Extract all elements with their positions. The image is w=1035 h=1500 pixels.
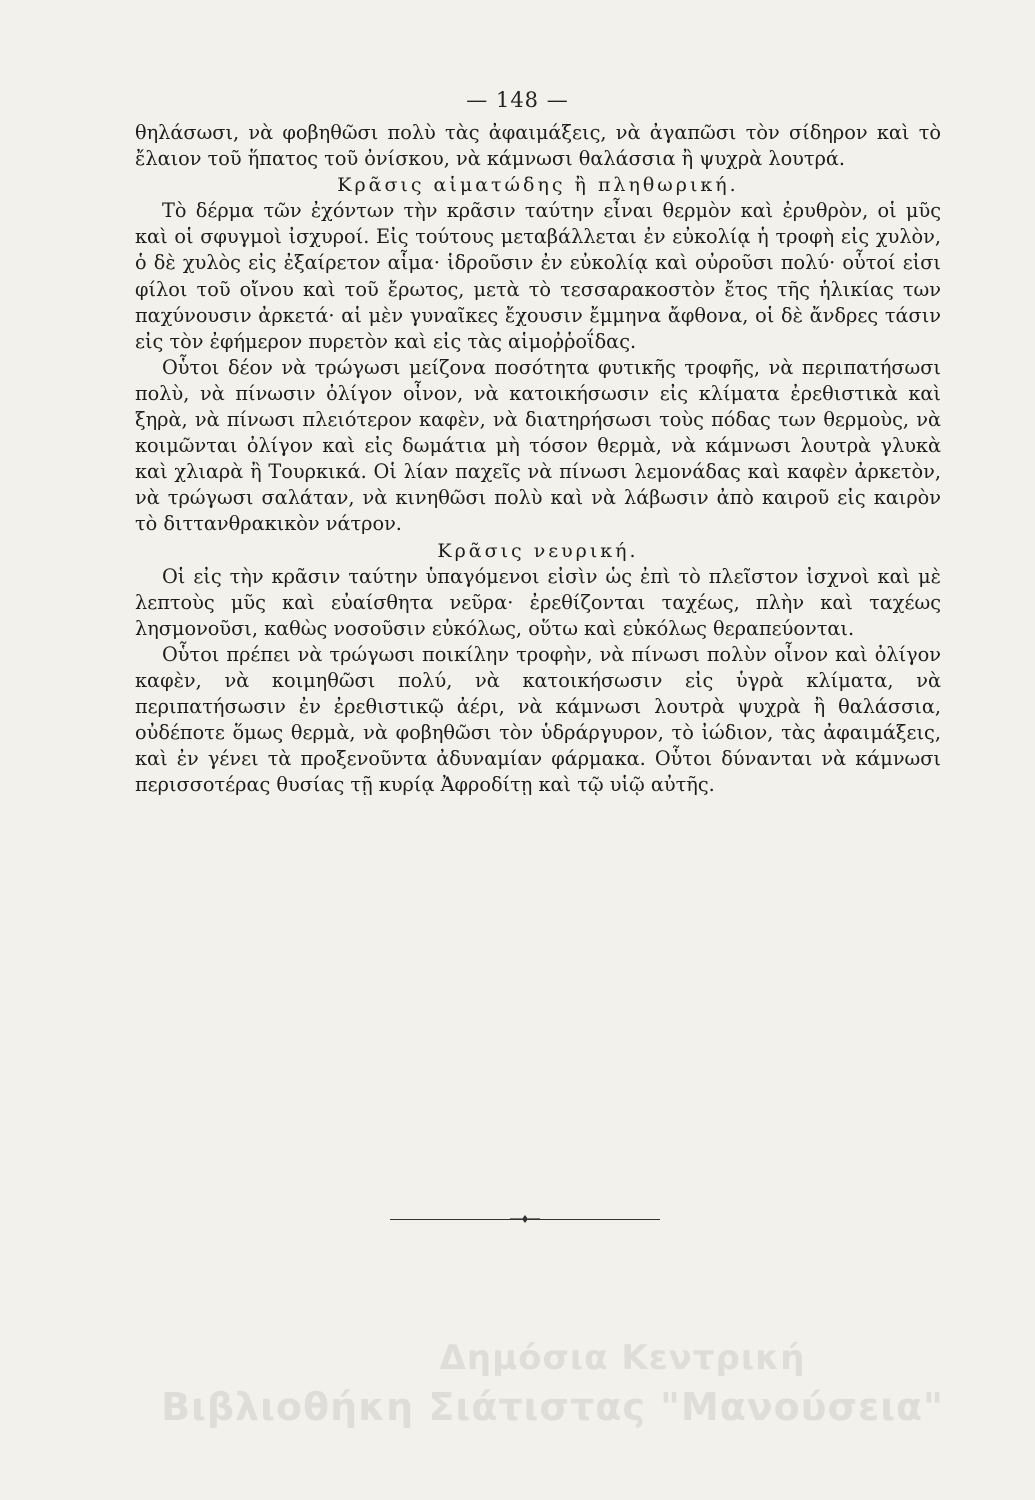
section-heading-nervous: Κρᾶσις νευρική. (437, 539, 639, 562)
page-number: — 148 — (466, 88, 569, 112)
paragraph-sanguine-advice: Οὗτοι δέον νὰ τρώγωσι μείζονα ποσότητα φυτικῆς τροφῆς, νὰ περιπατήσωσι πολὺ, νὰ πίνωσιν ὀλίγον οἶνον, νὰ κατοικήσωσιν εἰς κλίματα ἐρεθιστικὰ καὶ ξηρὰ, νὰ πίνωσι πλειότερον καφὲν, νὰ διατηρήσωσι τοὺς πόδας των θερμοὺς, νὰ κοιμῶνται ὀλίγον καὶ εἰς δωμάτια μὴ τόσον θερμὰ, νὰ κάμνωσι λουτρὰ γλυκὰ καὶ χλιαρὰ ἢ Τουρκικά. Οἱ λίαν παχεῖς νὰ πίνωσι λεμονάδας καὶ καφὲν ἀρκετὸν, νὰ τρώγωσι σαλάταν, νὰ κινηθῶσι πολὺ καὶ νὰ λάβωσιν ἀπὸ καιροῦ εἰς καιρὸν τὸ διττανθρακικὸν νάτρον. (135, 355, 941, 536)
paragraph-sanguine-description: Τὸ δέρμα τῶν ἐχόντων τὴν κρᾶσιν ταύτην εἶναι θερμὸν καὶ ἐρυθρὸν, οἱ μῦς καὶ οἱ σφυγμοὶ ἰσχυροί. Εἰς τούτους μεταβάλλεται ἐν εὐκολίᾳ ἡ τροφὴ εἰς χυλὸν, ὁ δὲ χυλὸς εἰς ἐξαίρετον αἷμα· ἱδροῦσιν ἐν εὐκολίᾳ καὶ οὐροῦσι πολύ· οὗτοί εἰσι φίλοι τοῦ οἴνου καὶ τοῦ ἔρωτος, μετὰ τὸ τεσσαρακοστὸν ἔτος τῆς ἡλικίας των παχύνουσιν ἀρκετά· αἱ μὲν γυναῖκες ἔχουσιν ἔμμηνα ἄφθονα, οἱ δὲ ἄνδρες τάσιν εἰς τὸν ἐφήμερον πυρετὸν καὶ εἰς τὰς αἱμοῤῥοΐδας. (135, 199, 941, 353)
body-text (135, 120, 941, 798)
rule-ornament-icon (510, 1212, 540, 1226)
library-watermark-line2: Βιβλιοθήκη Σιάτιστας "Μανούσεια" (161, 1385, 944, 1429)
library-watermark-line1: Δημόσια Κεντρική (439, 1338, 806, 1378)
paragraph-continuation: θηλάσωσι, νὰ φοβηθῶσι πολὺ τὰς ἀφαιμάξεις, νὰ ἀγαπῶσι τὸν σίδηρον καὶ τὸ ἔλαιον τοῦ ἥπατος τοῦ ὀνίσκου, νὰ κάμνωσι θαλάσσια ἢ ψυχρὰ λουτρά. (135, 121, 941, 171)
section-heading-sanguine: Κρᾶσις αἱματώδης ἢ πληθωρική. (337, 174, 739, 197)
paragraph-nervous-description: Οἱ εἰς τὴν κρᾶσιν ταύτην ὑπαγόμενοι εἰσὶν ὡς ἐπὶ τὸ πλεῖστον ἰσχνοὶ καὶ μὲ λεπτοὺς μῦς καὶ εὐαίσθητα νεῦρα· ἐρεθίζονται ταχέως, πλὴν καὶ ταχέως λησμονοῦσι, καθὼς νοσοῦσιν εὐκόλως, οὕτω καὶ εὐκόλως θεραπεύονται. (135, 564, 941, 640)
paragraph-nervous-advice: Οὗτοι πρέπει νὰ τρώγωσι ποικίλην τροφὴν, νὰ πίνωσι πολὺν οἶνον καὶ ὀλίγον καφὲν, νὰ κοιμηθῶσι πολύ, νὰ κατοικήσωσιν εἰς ὑγρὰ κλίματα, νὰ περιπατήσωσιν ἐν ἐρεθιστικῷ ἀέρι, νὰ κάμνωσι λουτρὰ ψυχρὰ ἢ θαλάσσια, οὐδέποτε ὅμως θερμὰ, νὰ φοβηθῶσι τὸν ὑδράργυρον, τὸ ἰώδιον, τὰς ἀφαιμάξεις, καὶ ἐν γένει τὰ προξενοῦντα ἀδυναμίαν φάρμακα. Οὗτοι δύνανται νὰ κάμνωσι περισσοτέρας θυσίας τῇ κυρίᾳ Ἀφροδίτῃ καὶ τῷ υἱῷ αὐτῆς. (135, 642, 941, 797)
